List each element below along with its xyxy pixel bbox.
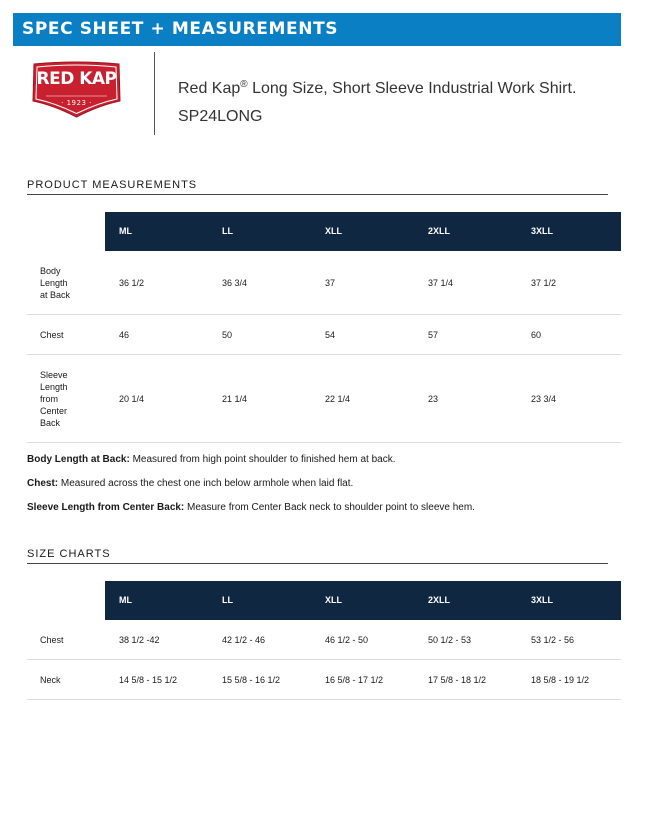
table-cell: 37 (325, 277, 336, 288)
logo-wordmark: RED KAP (36, 69, 117, 89)
definition-text: Measure from Center Back neck to shoulder point to sleeve hem. (184, 502, 475, 513)
row-label: Chest (40, 329, 64, 340)
table-cell: 57 (428, 329, 439, 340)
table-cell: 23 (428, 393, 439, 404)
table-cell: 23 3/4 (531, 393, 557, 404)
definition-chest (27, 478, 353, 490)
definition-term: Chest: (27, 478, 59, 489)
table-cell: 17 5/8 - 18 1/2 (428, 674, 487, 685)
row-label: Neck (40, 674, 61, 685)
table-cell: 46 (119, 329, 130, 340)
table-cell: 22 1/4 (325, 393, 351, 404)
table-cell: 14 5/8 - 15 1/2 (119, 674, 178, 685)
definition-body-length (27, 454, 396, 466)
size-chart-table-header (27, 581, 621, 620)
definition-term: Sleeve Length from Center Back: (27, 502, 185, 513)
column-header: LL (222, 595, 233, 605)
table-cell: 53 1/2 - 56 (531, 634, 575, 645)
column-header: ML (119, 226, 132, 236)
table-cell: 37 1/2 (531, 277, 557, 288)
table-cell: 16 5/8 - 17 1/2 (325, 674, 384, 685)
table-row (27, 251, 621, 315)
column-header: XLL (325, 595, 342, 605)
table-row (27, 315, 621, 355)
product-code: SP24LONG (178, 108, 263, 125)
table-cell: 46 1/2 - 50 (325, 634, 369, 645)
red-kap-logo (30, 61, 123, 119)
table-cell: 36 3/4 (222, 277, 248, 288)
logo-year: · 1923 · (61, 99, 92, 107)
column-header: XLL (325, 226, 342, 236)
definition-term: Body Length at Back: (27, 454, 130, 465)
table-cell: 18 5/8 - 19 1/2 (531, 674, 590, 685)
product-title (178, 80, 618, 98)
table-cell: 21 1/4 (222, 393, 248, 404)
table-row (27, 355, 621, 443)
table-cell: 20 1/4 (119, 393, 145, 404)
definition-text: Measured across the chest one inch below armhole when laid flat. (58, 478, 354, 489)
table-row (27, 620, 621, 660)
table-cell: 36 1/2 (119, 277, 145, 288)
header-divider (154, 52, 155, 135)
product-description: Long Size, Short Sleeve Industrial Work Shirt. (247, 80, 577, 97)
table-cell: 15 5/8 - 16 1/2 (222, 674, 281, 685)
row-label: Chest (40, 634, 64, 645)
column-header: 3XLL (531, 595, 554, 605)
page-banner: SPEC SHEET + MEASUREMENTS (13, 13, 621, 46)
measurements-table (27, 212, 621, 443)
table-cell: 42 1/2 - 46 (222, 634, 266, 645)
size-chart-table (27, 581, 621, 700)
table-cell: 50 (222, 329, 233, 340)
column-header: 2XLL (428, 226, 451, 236)
measurements-table-header (27, 212, 621, 251)
column-header: LL (222, 226, 233, 236)
table-cell: 54 (325, 329, 336, 340)
table-cell: 37 1/4 (428, 277, 454, 288)
product-measurements-heading: PRODUCT MEASUREMENTS (27, 179, 608, 195)
column-header: ML (119, 595, 132, 605)
definition-text: Measured from high point shoulder to finished hem at back. (129, 454, 396, 465)
column-header: 3XLL (531, 226, 554, 236)
size-charts-heading: SIZE CHARTS (27, 548, 608, 564)
column-header: 2XLL (428, 595, 451, 605)
table-cell: 60 (531, 329, 542, 340)
table-row (27, 660, 621, 700)
row-label: Sleeve Length from Center Back (40, 369, 68, 428)
definition-sleeve-length (27, 502, 475, 514)
registered-mark: ® (240, 79, 248, 90)
product-brand: Red Kap (178, 80, 241, 97)
row-label: Body Length at Back (40, 265, 71, 300)
table-cell: 38 1/2 -42 (119, 634, 160, 645)
table-cell: 50 1/2 - 53 (428, 634, 472, 645)
